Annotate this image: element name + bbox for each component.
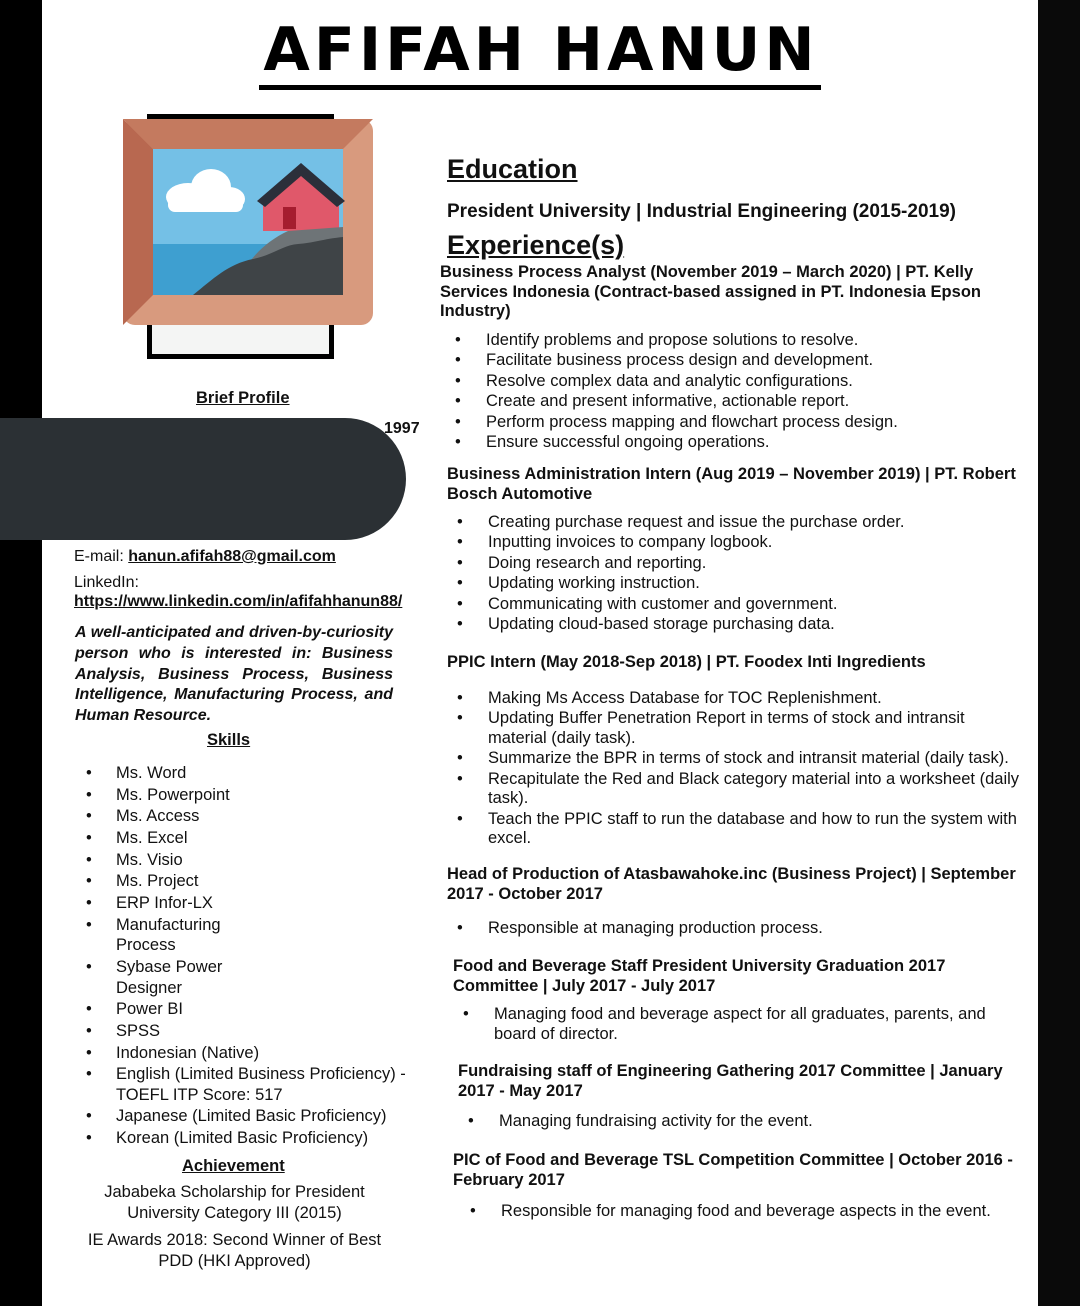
job-bullets (447, 919, 1027, 939)
skill-item: • Ms. Word (74, 763, 414, 784)
job-title: Fundraising staff of Engineering Gathering 2017 Committee | January 2017 - May 2017 (458, 1062, 1003, 1100)
screen-edge (1038, 0, 1080, 1306)
skill-item: • SPSS (74, 1021, 414, 1042)
skill-item: • Indonesian (Native) (74, 1043, 414, 1064)
job-bullet: • Creating purchase request and issue the purchase order. (447, 513, 1027, 533)
job-bullet: • Responsible for managing food and beverage aspects in the event. (460, 1202, 1035, 1222)
framed-picture-icon (123, 119, 373, 325)
skill-item: • Ms. Access (74, 806, 414, 827)
candidate-name-text: AFIFAH HANUN (259, 15, 820, 90)
email-link[interactable]: hanun.afifah88@gmail.com (128, 548, 336, 565)
job-bullet: • Resolve complex data and analytic configurations. (445, 372, 1025, 392)
job-bullet: • Responsible at managing production process. (447, 919, 1027, 939)
job-bullet: • Making Ms Access Database for TOC Replenishment. (447, 689, 1022, 709)
skill-item: • ERP Infor-LX (74, 893, 414, 914)
job-title: Food and Beverage Staff President University Graduation 2017 Committee | July 2017 - July 2017 (453, 957, 946, 995)
skill-item: • English (Limited Business Proficiency) - TOEFL ITP Score: 517 (74, 1064, 416, 1105)
achievement-item: IE Awards 2018: Second Winner of Best PDD (HKI Approved) (87, 1231, 382, 1270)
skill-item: • Korean (Limited Basic Proficiency) (74, 1128, 414, 1149)
job-bullet: • Perform process mapping and flowchart process design. (445, 413, 1025, 433)
education-entry: President University | Industrial Engineering (2015-2019) (447, 201, 956, 222)
skill-item: • Sybase Power Designer (74, 957, 236, 998)
resume-page (42, 0, 1038, 1306)
job-bullet: • Facilitate business process design and development. (445, 351, 1025, 371)
achievement-heading: Achievement (182, 1157, 285, 1175)
job-title: Business Administration Intern (Aug 2019 – November 2019) | PT. Robert Bosch Automotive (447, 465, 1016, 503)
job-bullet: • Teach the PPIC staff to run the database and how to run the system with excel. (447, 810, 1022, 849)
skill-item: • Japanese (Limited Basic Proficiency) (74, 1106, 414, 1127)
email-row (74, 548, 336, 566)
skill-item: • Ms. Visio (74, 850, 414, 871)
linkedin-label: LinkedIn: (74, 574, 139, 591)
skill-item: • Ms. Project (74, 871, 414, 892)
skills-list (74, 763, 414, 1150)
job-bullet: • Updating cloud-based storage purchasing data. (447, 615, 1027, 635)
job-title: PIC of Food and Beverage TSL Competition Committee | October 2016 - February 2017 (453, 1151, 1013, 1189)
job-bullet: • Inputting invoices to company logbook. (447, 533, 1027, 553)
experience-heading: Experience(s) (447, 230, 625, 260)
achievement-item: Jababeka Scholarship for President University Category III (2015) (104, 1183, 365, 1222)
job-title: Head of Production of Atasbawahoke.inc (Business Project) | September 2017 - October 2017 (447, 865, 1016, 903)
job-bullets (447, 689, 1022, 849)
job-title: Business Process Analyst (November 2019 – March 2020) | PT. Kelly Services Indonesia (Contract-based assigned in PT. Indonesia Epson Industry) (440, 263, 981, 320)
job-bullet: • Managing food and beverage aspect for all graduates, parents, and board of director. (453, 1005, 1013, 1044)
skill-item: • Manufacturing Process (74, 915, 236, 956)
job-title: PPIC Intern (May 2018-Sep 2018) | PT. Foodex Inti Ingredients (447, 653, 926, 671)
brief-profile-heading: Brief Profile (196, 389, 290, 407)
job-bullets (445, 331, 1025, 453)
job-bullet: • Updating Buffer Penetration Report in terms of stock and intransit material (daily task). (447, 709, 1022, 748)
job-bullet: • Ensure successful ongoing operations. (445, 433, 1025, 453)
job-bullets (458, 1112, 1028, 1132)
job-bullets (447, 513, 1027, 635)
job-bullet: • Create and present informative, actionable report. (445, 392, 1025, 412)
job-bullets (460, 1202, 1035, 1222)
skills-heading: Skills (207, 731, 251, 749)
job-bullet: • Doing research and reporting. (447, 554, 1027, 574)
redaction-bar (0, 418, 406, 540)
linkedin-link[interactable]: https://www.linkedin.com/in/afifahhanun88/ (74, 593, 403, 610)
job-bullet: • Updating working instruction. (447, 574, 1027, 594)
partial-birth-year: 1997 (384, 420, 420, 437)
profile-summary: A well-anticipated and driven-by-curiosity person who is interested in: Business Analysis, Business Process, Business Intelligence, Manufacturing Process, and Human Resource. (75, 624, 393, 725)
skill-item: • Power BI (74, 999, 414, 1020)
job-bullet: • Managing fundraising activity for the event. (458, 1112, 1028, 1132)
email-label: E-mail: (74, 548, 124, 565)
job-bullet: • Communicating with customer and government. (447, 595, 1027, 615)
job-bullet: • Summarize the BPR in terms of stock and intransit material (daily task). (447, 749, 1022, 769)
candidate-name (42, 14, 1038, 86)
job-bullet: • Identify problems and propose solutions to resolve. (445, 331, 1025, 351)
skill-item: • Ms. Excel (74, 828, 414, 849)
job-bullets (453, 1005, 1013, 1045)
skill-item: • Ms. Powerpoint (74, 785, 414, 806)
job-bullet: • Recapitulate the Red and Black category material into a worksheet (daily task). (447, 770, 1022, 809)
education-heading: Education (447, 154, 578, 184)
